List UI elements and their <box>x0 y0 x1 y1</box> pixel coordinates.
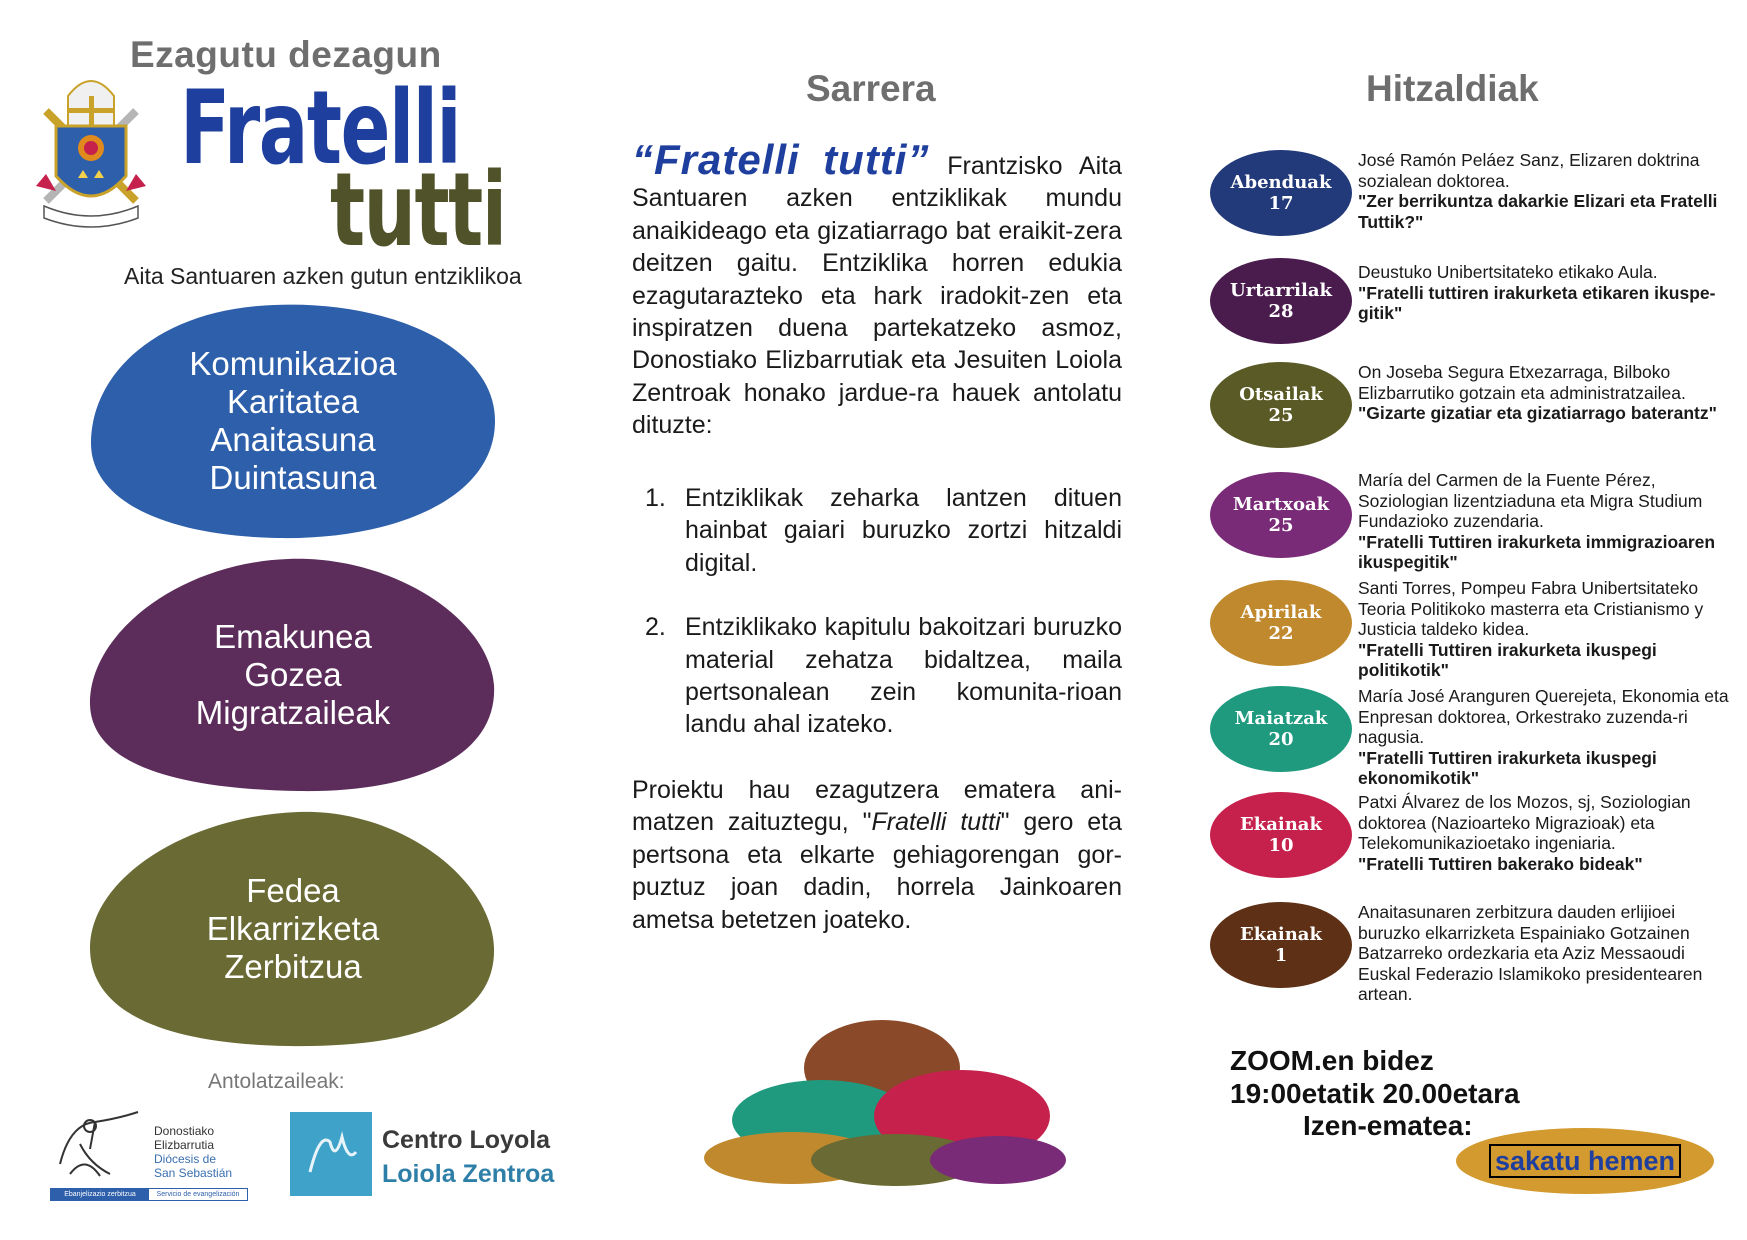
theme-item: Gozea <box>244 656 342 693</box>
talk-description <box>1358 150 1738 232</box>
list-text: Entziklikak zeharka lantzen dituen hainbat gaiari buruzko zortzi hitzaldi digital. <box>685 484 1122 577</box>
loyola-emblem-icon <box>290 1112 372 1196</box>
list-number: 2. <box>645 613 666 642</box>
talk-speaker: Anaitasunaren zerbitzura dauden erlijioei buruzko elkarrizketa Espainiako Gotzainen Batzarreko ordezkaria eta Aziz Messaoudi Euskal Federazio Islamikoko presidentearen artean. <box>1358 902 1703 1004</box>
papal-crest-icon <box>26 66 156 246</box>
intro-title-emphasis: “Fratelli tutti” <box>632 136 930 183</box>
talk-title: "Fratelli tuttiren irakurketa etikaren ikuspe-gitik" <box>1358 282 1716 323</box>
subtitle: Aita Santuaren azken gutun entziklikoa <box>124 263 522 289</box>
talk-month: Maiatzak <box>1234 708 1328 729</box>
title-fratelli: Fratelli <box>180 69 461 188</box>
talk-date <box>1210 258 1352 344</box>
talk-title: "Fratelli Tuttiren irakurketa ikuspegi politikotik" <box>1358 639 1657 680</box>
theme-item: Fedea <box>246 872 340 909</box>
theme-blob-2 <box>88 555 498 795</box>
talk-month: Otsailak <box>1239 384 1323 405</box>
diocese-emblem-icon <box>50 1104 145 1184</box>
theme-item: Duintasuna <box>209 459 377 496</box>
talk-month: Apirilak <box>1240 602 1322 623</box>
activities-list <box>645 482 1122 773</box>
org2-name-eu: Loiola Zentroa <box>382 1160 555 1188</box>
closing-paragraph <box>632 774 1122 936</box>
talk-day: 25 <box>1268 515 1294 536</box>
talk-speaker: José Ramón Peláez Sanz, Elizaren doktrina sozialean doktorea. <box>1358 150 1700 191</box>
closing-emphasis: Fratelli tutti <box>871 808 1001 837</box>
talk-month: Martxoak <box>1232 494 1330 515</box>
talk-day: 17 <box>1268 193 1294 214</box>
talk-date <box>1210 686 1352 772</box>
kicker: Ezagutu dezagun <box>130 34 442 75</box>
talk-month: Ekainak <box>1240 924 1322 945</box>
talk-day: 28 <box>1268 301 1294 322</box>
closing-part: Proiektu hau ezagutzera ematera ani-matzen zaituztegu, " <box>632 776 1122 837</box>
talks-heading: Hitzaldiak <box>1366 68 1539 109</box>
theme-blob-1 <box>88 302 498 540</box>
talk-date <box>1210 902 1352 988</box>
org1-band-right: Servicio de evangelización <box>149 1189 247 1200</box>
talk-day: 20 <box>1268 729 1294 750</box>
talk-date <box>1210 792 1352 878</box>
talk-description <box>1358 262 1738 324</box>
zoom-line: ZOOM.en bidez <box>1230 1045 1434 1076</box>
theme-item: Elkarrizketa <box>206 910 380 947</box>
zoom-info <box>1230 1044 1520 1110</box>
talk-title: "Zer berrikuntza dakarkie Elizari eta Fratelli Tuttik?" <box>1358 191 1718 232</box>
talk-speaker: María José Aranguren Querejeta, Ekonomia eta Enpresan doktorea, Orkestrako zuzenda-ri nagusia. <box>1358 686 1729 747</box>
talk-title: "Gizarte gizatiar eta gizatiarrago baterantz" <box>1358 403 1717 423</box>
talk-date <box>1210 472 1352 558</box>
talk-description <box>1358 792 1738 874</box>
title-tutti: tutti <box>330 151 506 270</box>
theme-item: Karitatea <box>226 383 360 420</box>
organizers-label: Antolatzaileak: <box>208 1070 345 1093</box>
org1-band-left: Ebanjelizazio zerbitzua <box>51 1189 149 1200</box>
signup-label: Izen-ematea: <box>1303 1110 1473 1141</box>
talk-description <box>1358 686 1738 789</box>
theme-item: Zerbitzua <box>224 948 362 985</box>
theme-item: Emakunea <box>214 618 372 655</box>
theme-item: Anaitasuna <box>210 421 376 458</box>
talk-title: "Fratelli Tuttiren irakurketa immigrazioaren ikuspegitik" <box>1358 531 1716 572</box>
talk-month: Ekainak <box>1240 814 1322 835</box>
talk-month: Urtarrilak <box>1230 280 1332 301</box>
list-item <box>645 482 1122 579</box>
intro-paragraph <box>632 136 1123 442</box>
talk-day: 1 <box>1274 945 1288 966</box>
theme-blob-3 <box>88 808 498 1050</box>
diocese-logo <box>50 1104 250 1204</box>
talk-date <box>1210 580 1352 666</box>
signup-button[interactable] <box>1456 1128 1714 1194</box>
talk-title: "Fratelli Tuttiren bakerako bideak" <box>1358 853 1643 874</box>
talk-day: 22 <box>1268 623 1294 644</box>
talk-day: 25 <box>1268 405 1294 426</box>
talk-date <box>1210 150 1352 236</box>
talk-speaker: Deustuko Unibertsitateko etikako Aula. <box>1358 262 1658 282</box>
zoom-time: 19:00etatik 20.00etara <box>1230 1078 1520 1109</box>
signup-link[interactable]: sakatu hemen <box>1489 1144 1681 1178</box>
theme-item: Migratzaileak <box>195 694 391 731</box>
intro-body: Frantzisko Aita Santuaren azken entziklikak mundu anaikideago eta gizatiarrago bat eraikit-zera deitzen gaitu. Entziklika horren edukia ezagutarazteko eta hark iradokit-zen eta inspiratzen duena partekatzeko asmoz, Donostiako Elizbarrutiak eta Jesuiten Loiola Zentroak honako jardue-ra hauek antolatu dituzte: <box>632 152 1123 440</box>
org1-line: San Sebastián <box>154 1166 233 1180</box>
talk-speaker: On Joseba Segura Etxezarraga, Bilboko Elizbarrutiko gotzain eta administratzailea. <box>1358 362 1686 403</box>
talk-speaker: Patxi Álvarez de los Mozos, sj, Soziologian doktorea (Nazioarteko Migrazioak) eta Telekomunikazioetako ingeniaria. <box>1358 792 1691 853</box>
talk-month: Abenduak <box>1230 172 1332 193</box>
decorative-stones <box>700 1010 1080 1190</box>
org1-line: Diócesis de <box>154 1152 217 1166</box>
intro-heading: Sarrera <box>806 68 936 109</box>
talk-description <box>1358 470 1738 573</box>
talk-speaker: María del Carmen de la Fuente Pérez, Soziologian lizentziaduna eta Migra Studium Fundazioko zuzendaria. <box>1358 470 1703 531</box>
stone-shape <box>930 1136 1066 1184</box>
talk-title: "Fratelli Tuttiren irakurketa ikuspegi ekonomikotik" <box>1358 747 1657 788</box>
talk-description <box>1358 578 1738 681</box>
list-number: 1. <box>645 484 666 512</box>
talk-description <box>1358 902 1738 1005</box>
talk-speaker: Santi Torres, Pompeu Fabra Unibertsitateko Teoria Politikoko masterra eta Cristianismo y Justicia taldeko kidea. <box>1358 578 1704 639</box>
org2-name-es: Centro Loyola <box>382 1126 551 1154</box>
list-item <box>645 611 1122 741</box>
talk-day: 10 <box>1268 835 1294 856</box>
closing-part: " gero eta pertsona eta elkarte gehiagorengan gor-puztuz joan dadin, horrela Jainkoaren ametsa betetzen joateko. <box>632 808 1122 934</box>
talk-description <box>1358 362 1738 424</box>
theme-item: Komunikazioa <box>189 345 397 382</box>
talk-date <box>1210 362 1352 448</box>
org1-line: Donostiako <box>154 1124 215 1138</box>
list-text: Entziklikako kapitulu bakoitzari buruzko material zehatza bidaltzea, maila pertsonalean zein komunita-rioan landu ahal izateko. <box>685 613 1122 739</box>
org1-line: Elizbarrutia <box>154 1138 215 1152</box>
loyola-logo <box>290 1112 560 1202</box>
